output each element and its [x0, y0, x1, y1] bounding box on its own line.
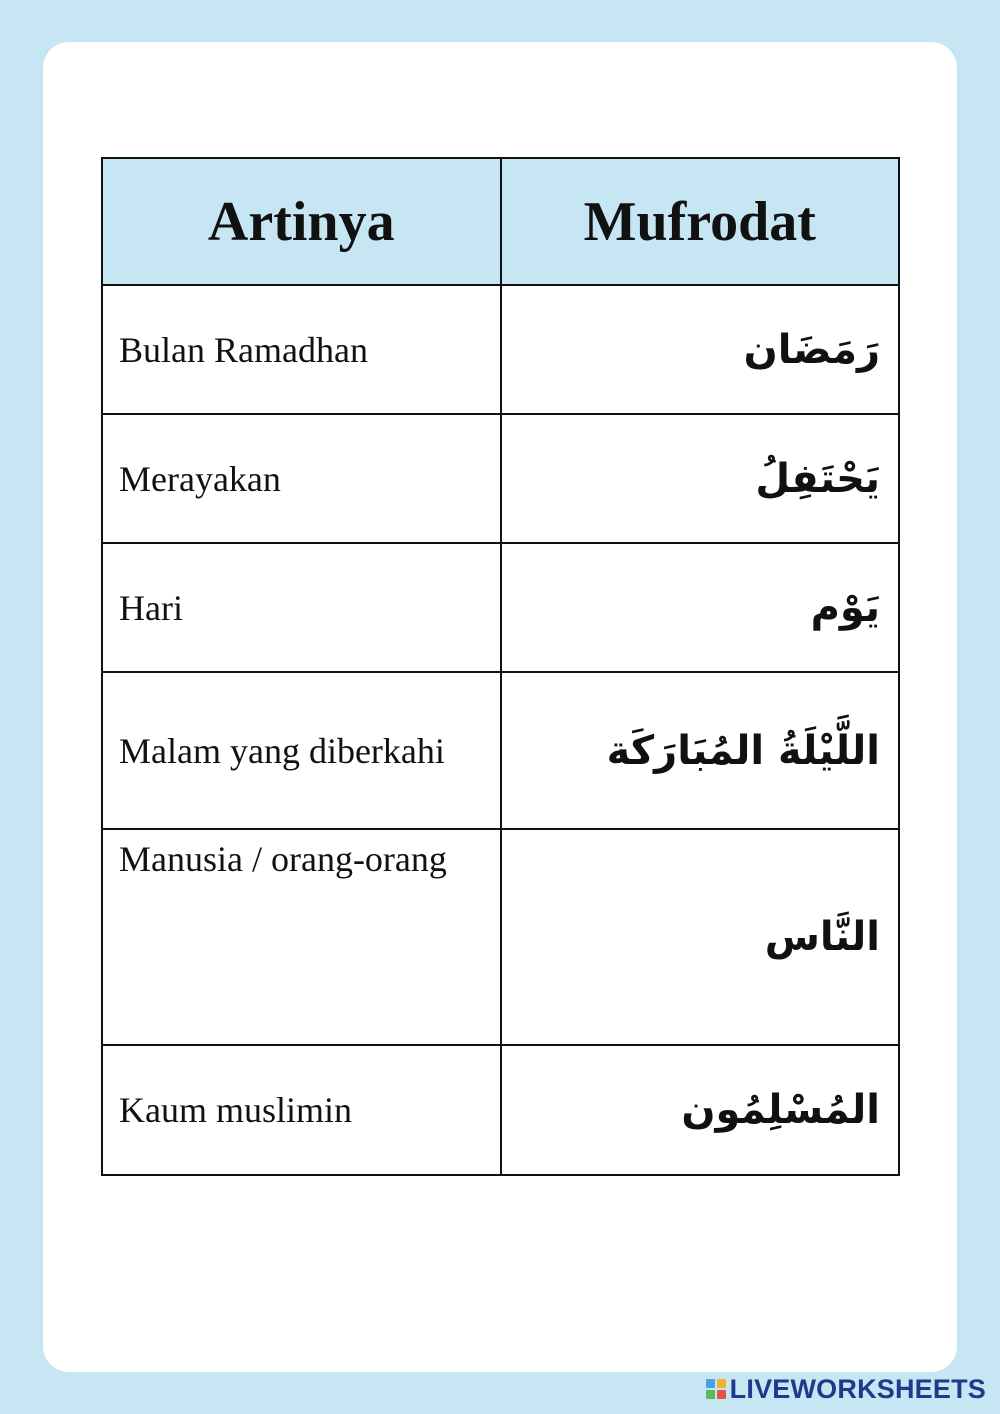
- table-row: [102, 829, 899, 1045]
- table-header-row: [102, 158, 899, 285]
- meaning-cell: Bulan Ramadhan: [102, 285, 501, 414]
- liveworksheets-brand: [706, 1372, 986, 1406]
- arabic-cell: يَحْتَفِلُ: [501, 414, 900, 543]
- header-mufrodat: Mufrodat: [501, 158, 900, 285]
- arabic-cell: رَمَضَان: [501, 285, 900, 414]
- table-row: [102, 414, 899, 543]
- meaning-cell: Manusia / orang-orang: [102, 829, 501, 1045]
- meaning-cell: Kaum muslimin: [102, 1045, 501, 1175]
- meaning-cell: Merayakan: [102, 414, 501, 543]
- table-row: [102, 543, 899, 672]
- arabic-cell: النَّاس: [501, 829, 900, 1045]
- brand-name: LIVEWORKSHEETS: [729, 1373, 986, 1404]
- table-row: [102, 285, 899, 414]
- arabic-cell: المُسْلِمُون: [501, 1045, 900, 1175]
- table-row: [102, 1045, 899, 1175]
- arabic-cell: يَوْم: [501, 543, 900, 672]
- liveworksheets-logo-icon: [706, 1379, 726, 1399]
- meaning-cell: Hari: [102, 543, 501, 672]
- arabic-cell: اللَّيْلَةُ المُبَارَكَة: [501, 672, 900, 829]
- header-meaning: Artinya: [102, 158, 501, 285]
- meaning-cell: Malam yang diberkahi: [102, 672, 501, 829]
- table-row: [102, 672, 899, 829]
- vocabulary-table: [101, 157, 900, 1176]
